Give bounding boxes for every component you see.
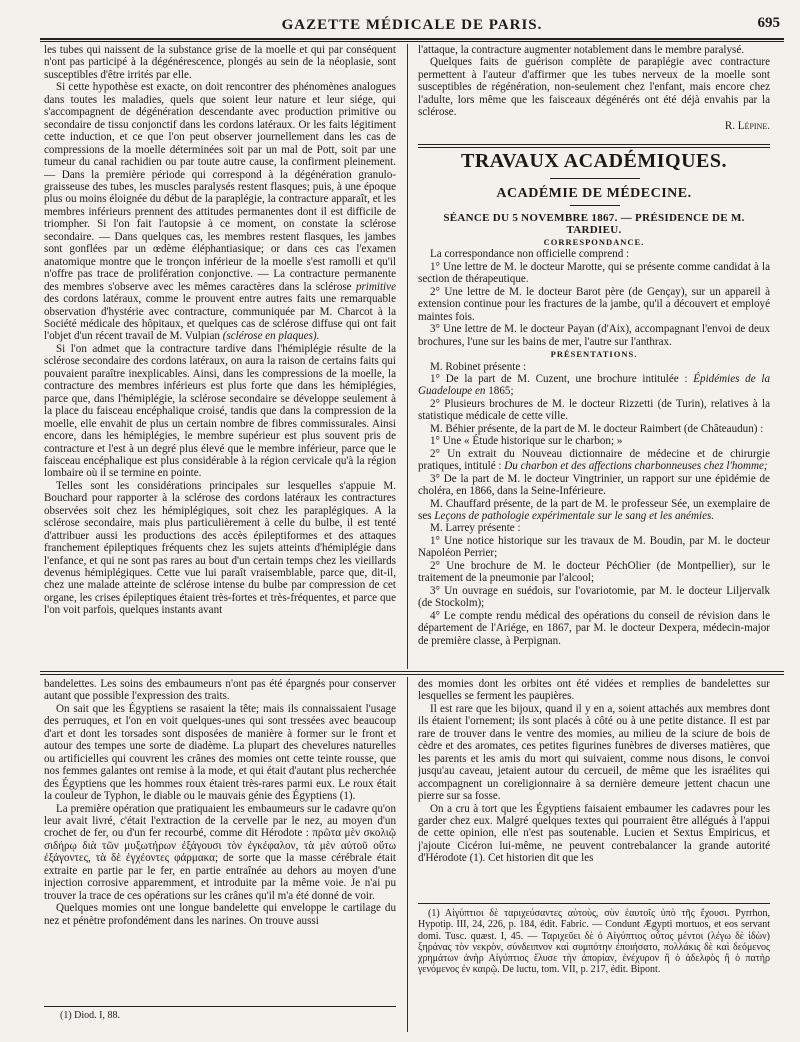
author-signature: R. Lépine. (724, 119, 770, 132)
paragraph: 2° Une brochure de M. le docteur PéchOlier (de Montpellier), sur le traitement de la pneumonie par l'alcool; (418, 559, 770, 585)
page-header (40, 8, 784, 34)
session-heading: SÉANCE DU 5 NOVEMBRE 1867. — PRÉSIDENCE DE M. TARDIEU. (443, 212, 745, 236)
paragraph: 3° Une lettre de M. le docteur Payan (d'Aix), accompagnant l'envoi de deux brochures, l'une sur les bains de mer, l'autre sur l'anthrax. (418, 323, 770, 348)
paragraph: M. Béhier présente, de la part de M. le docteur Raimbert (de Châteaudun) : (430, 422, 764, 435)
paragraph: Si l'on admet que la contracture tardive dans l'hémiplégie résulte de la sclérose secondaire des cordons latéraux, on aura la raison de certains faits qui pouvaient paraître inexplicables. Ainsi, dans les compressions de la moelle, la contracture des membres inférieurs est plus forte que dans les hémiplégies, parce que, dans l'hémiplégie, la sclérose secondaire se développe seulement à la place du faisceau encéphalique croisé, tandis que dans la compression de la moelle, elle envahit de plus un certain nombre de fibres commissurales. Ainsi encore, dans les hémiplégies, le membre supérieur est plus souvent pris de contracture et l'est à un degré plus élevé que le membre inférieur, parce que le faisceau encéphalique est plus considérable à la région cervicale qu'à la région lombaire où il se termine en pointe. (44, 342, 396, 480)
paragraph: 3° Un ouvrage en suédois, sur l'ovariotomie, par M. le docteur Liljervalk (de Stockolm); (418, 584, 770, 610)
column-divider (407, 44, 408, 669)
paragraph: 1° Une notice historique sur les travaux de M. Boudin, par M. le docteur Napoléon Perrier; (418, 534, 770, 560)
footnote-block (418, 908, 770, 1036)
bottom-right-column (418, 678, 770, 900)
page-number: 695 (757, 15, 780, 31)
paragraph: 1° De la part de M. Cuzent, une brochure intitulée : Épidémies de la Guadeloupe en 1865; (418, 372, 770, 398)
footnote-rule (44, 1006, 396, 1007)
paragraph: les tubes qui naissent de la substance grise de la moelle et qui par conséquent n'ont pas participé à la dégénérescence, plongés au sein de la néoplasie, sont susceptibles d'être irrités par elle. (44, 44, 396, 81)
paragraph: Telles sont les considérations principales sur lesquelles s'appuie M. Bouchard pour rapporter à la sclérose des cordons latéraux les contractures observées soit chez les hémiplégiques, soit chez les paraplégiques. A la sclérose secondaire, mais plus particulièrement à celle du bulbe, il est tenté d'attribuer aussi les productions des accès épileptiformes et des attaques franchement épileptiques fréquents chez les sujets atteints d'hémiplégie dans l'enfance, et qui ne sont pas rares au bout d'un certain temps chez les vieillards devenus hémiplégiques. Cette vue lui paraît vraisemblable, parce que, dit-il, chez une malade atteinte de sclérose intense du bulbe par compression de cet organe, les crises épileptiques étaient très-fortes et très-fréquentes, et parce que l'on voit parfois, quelques instants avant (44, 479, 396, 617)
paragraph: Si cette hypothèse est exacte, on doit rencontrer des phénomènes analogues dans toutes les maladies, quels que soient leur nature et leur siége, qui s'accompagnent de dégénération descendante avec production primitive ou secondaire de tissu conjonctif dans les cordons latéraux. Or les faits légitiment cette induction, et ce que l'on peut observer journellement dans les cas de compressions de la moelle déterminées soit par un mal de Pott, soit par une tumeur du canal rachidien ou par toute autre cause, la confirment pleinement. — Dans la première période qui correspond à la dégénération granulo-graisseuse des tubes, les muscles paralysés restent flasques; puis, à une époque plus ou moins éloignée du début de la paraplégie, la contracture apparaît, et les membres inférieurs prennent des attitudes permanentes dont il est difficile de triompher. Si l'on fait l'autopsie à ce moment, on constate la sclérose secondaire. — Dans quelques cas, les membres restent flasques, les jambes sont gonflées par un œdème éléphantiasique; or dans ces cas l'examen anatomique montre que le tronçon inférieur de la moelle s'est ramolli et qu'il n'offre pas trace de prolifération conjonctive. — La contracture permanente des membres s'observe avec les mêmes caractères dans la sclérose primitive des cordons latéraux, comme le prouvent entre autres faits une remarquable observation d'hystérie avec contracture, communiquée par M. Charcot à la Société médicale des hôpitaux, et quelques cas de sclérose diffuse qui ont fait l'objet d'un récent travail de M. Vulpian (sclérose en plaques). (44, 81, 396, 343)
paragraph: 1° Une lettre de M. le docteur Marotte, qui se présente comme candidat à la section de thérapeutique. (418, 260, 770, 286)
title-underline (550, 178, 640, 179)
paragraph: l'attaque, la contracture augmenter notablement dans le membre paralysé. (418, 44, 745, 56)
paragraph: 2° Plusieurs brochures de M. le docteur Rizzetti (de Turin), relatives à la statistique médicale de cette ville. (418, 397, 770, 423)
right-column-top (418, 44, 770, 139)
journal-title: GAZETTE MÉDICALE DE PARIS. (281, 17, 543, 33)
bottom-left-column (44, 678, 396, 1003)
paragraph: 3° De la part de M. le docteur Vingtrinier, un rapport sur une épidémie de choléra, en 1866, dans la Seine-Inférieure. (418, 472, 770, 498)
paragraph: des momies dont les orbites ont été vidées et remplies de bandelettes sur lesquelles se ferment les paupières. (418, 678, 770, 703)
paragraph: Quelques faits de guérison complète de paraplégie avec contracture permettent à l'auteur d'affirmer que les tubes nerveux de la moelle sont susceptibles de régénération, non-seulement chez l'enfant, mais encore chez l'adulte, lors même que les faisceaux dégénérés ont été déjà envahis par la sclérose. (418, 56, 770, 119)
section-rule (418, 144, 770, 148)
paragraph: bandelettes. Les soins des embaumeurs n'ont pas été épargnés pour conserver autant que possible l'expression des traits. (44, 678, 396, 703)
subtitle-underline (570, 205, 620, 206)
footnote: (1) Diod. I, 88. (60, 1010, 120, 1021)
footnote-rule (418, 903, 770, 904)
left-column-top (44, 44, 396, 666)
feuilleton-rule (40, 671, 784, 675)
paragraph: 2° Un extrait du Nouveau dictionnaire de médecine et de chirurgie pratiques, intitulé : Du charbon et des affections charbonneuses chez l'homme; (418, 447, 770, 473)
section-subtitle: ACADÉMIE DE MÉDECINE. (496, 186, 692, 201)
paragraph: M. Larrey présente : (430, 522, 521, 535)
paragraph: Quelques momies ont une longue bandelette qui enveloppe le cartilage du nez et pénètre profondément dans les narines. On trouve aussi (44, 902, 396, 927)
paragraph: 4° Le compte rendu médical des opérations du conseil de révision dans le département de l'Ariége, en 1867, par M. le docteur Dexpera, médecin-major de première classe, à Perpignan. (418, 609, 770, 647)
header-rule (40, 38, 784, 42)
paragraph: Il est rare que les bijoux, quand il y en a, soient attachés aux membres dont ils étaient l'ornement; ils sont placés à côté ou à une petite distance. Il est par rare de trouver dans le ventre des momies, au milieu de la sciure de bois de cèdre et des aromates, ces petites figurines funèbres de diverses matières, que les parents et les amis du mort qui suivaient, comme nous disons, le convoi jusqu'au caveau, jetaient autour du cercueil, de même que les israélites qui accompagnent un coreligionnaire à sa dernière demeure jettent chacun une pierre sur sa fosse. (418, 702, 770, 803)
paragraph: La correspondance non officielle comprend : (430, 248, 630, 261)
correspondance-heading: CORRESPONDANCE. (543, 237, 645, 247)
paragraph: M. Chauffard présente, de la part de M. le professeur Sée, un exemplaire de ses Leçons de pathologie expérimentale sur le sang et les anémies. (418, 497, 770, 522)
presentations-heading: PRÉSENTATIONS. (550, 349, 638, 360)
section-title: TRAVAUX ACADÉMIQUES. (461, 150, 727, 172)
column-divider (407, 677, 408, 1032)
footnote: (1) Αἰγύπτιοι δὲ ταριχεύσαντες αὐτοὺς, σὺν ἑαυτοῖς ὑπὸ τῆς ἔχουσι. Pyrrhon, Hypotip. III, 24, 226, p. 184, édit. Fabric. — Condunt Ægypti mortuos, et eos servant domi. Tusc. quæst. I, 45. — Ταριχεῦει δὲ ὁ Αἰγύπτιος οὗτος μέντοι (λέγω δὲ ἰδὼν) ξηράνας τὸν νεκρὸν, σύνδειπνον καὶ συμπότην ἐποιήσατο, πολλάκις δὲ καὶ δεόμενος χρημάτων ἀνὴρ Αἰγύπτιος ἔλυσε τὴν ἀπορίαν, ἐνέχυρον ἢ ὁ ἀδελφὸς ἢ ὁ πατὴρ γενόμενος ἐν καιρῷ. De luctu, tom. VII, p. 217, édit. Bipont. (418, 908, 770, 976)
paragraph: 1° Une « Étude historique sur le charbon; » (430, 435, 623, 448)
paragraph: 2° Une lettre de M. le docteur Barot père (de Gençay), sur un appareil à extension continue pour les fractures de la jambe, qu'il a découvert et employé maintes fois. (418, 285, 770, 323)
paragraph: On sait que les Égyptiens se rasaient la tête; mais ils connaissaient l'usage des perruques, et l'on en voit quelques-unes qui sont tressées avec beaucoup d'art et dont les torsades sont disposées de manière à former sur le front et autour des tempes une sorte de diadème. La plupart des chevelures naturelles ou artificielles qui couvrent les crânes des momies ont cette teinte rousse, que nos femmes galantes ont remise à la mode, et qui était d'autant plus recherchée des Égyptiens que les hommes roux étaient très-rares parmi eux. Le roux était la couleur de Typhon, le diable ou le mauvais génie des Égyptiens (1). (44, 702, 396, 803)
paragraph: M. Robinet présente : (430, 360, 527, 373)
paragraph: On a cru à tort que les Égyptiens faisaient embaumer les cadavres pour les garder chez eux. Malgré quelques textes qui pourraient être allégués à l'appui de cette opinion, elle n'est pas soutenable. Lucien et Sextus Empiricus, et j'ajoute Cicéron lui-même, ne peuvent contrebalancer la grande autorité d'Hérodote (1). Cet historien dit que les (418, 802, 770, 865)
paragraph: La première opération que pratiquaient les embaumeurs sur le cadavre qu'on leur avait livré, c'était l'extraction de la cervelle par le nez, au moyen d'un crochet de fer, ou d'un fer recourbé, comme dit Hérodote : πρῶτα μὲν σκολιῷ σιδήρῳ διὰ τῶν μυξωτήρων ἐξάγουσι τὸν ἐγκέφαλον, τὰ μὲν αὐτοῦ οὕτω ἐξάγοντες, τὰ δὲ ἐγχέοντες φάρμακα; de sorte que la masse cérébrale était extraite en partie par le fer, en partie entraînée au dehors au moyen d'une injection corrosive apparemment, et introduite par la même voie. Je n'ai pu trouver la trace de ces opérations sur les crânes qu'il m'a été donné de voir. (44, 802, 396, 902)
academy-column (418, 236, 770, 666)
